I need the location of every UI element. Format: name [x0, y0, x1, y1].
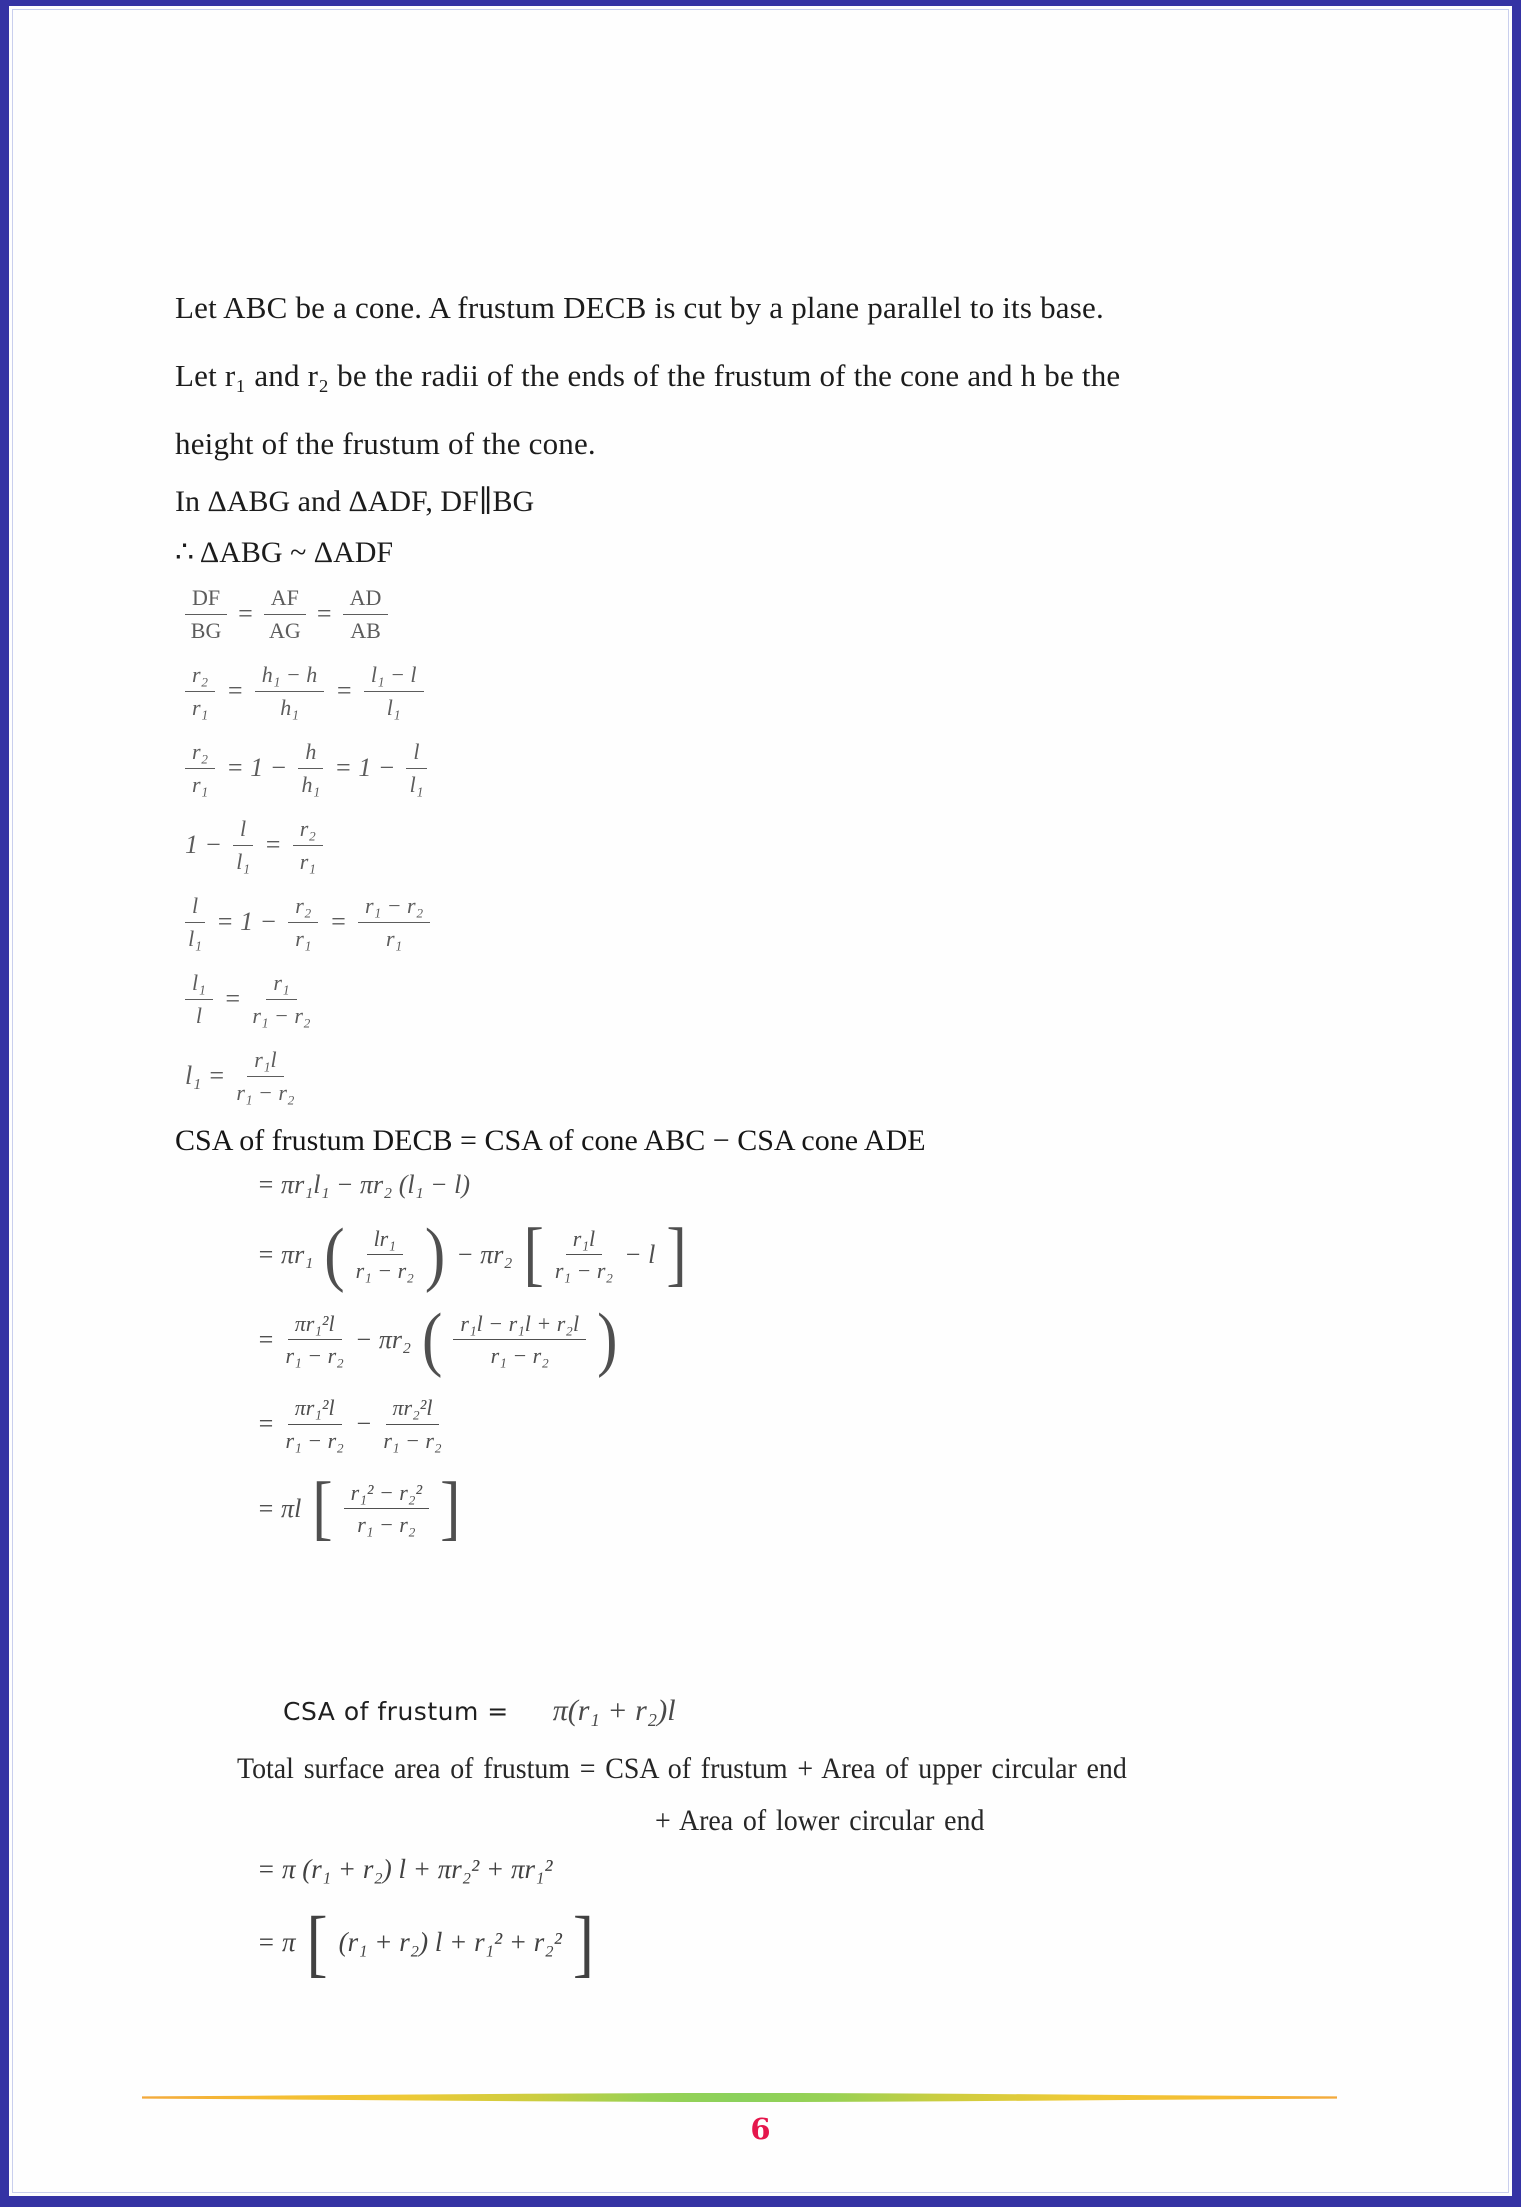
math-text: = πr₁	[257, 1239, 314, 1269]
equation-row	[185, 815, 323, 875]
equation-row	[257, 1214, 687, 1295]
math-fraction: $\frac{\text{r₁}}{\text{r₁ − r₂}}$	[252, 970, 311, 1028]
math-bracket: [	[306, 1900, 328, 1985]
math-text: = πl	[257, 1493, 302, 1523]
math-bracket: [	[523, 1214, 544, 1295]
ratio-derivation-block	[185, 584, 430, 1106]
similarity-conclusion: ∴ ΔABG ~ ΔADF	[175, 536, 394, 569]
equation-row	[185, 738, 427, 798]
math-fraction: $\frac{\text{πr₁²l}}{\text{r₁ − r₂}}$	[285, 1310, 344, 1369]
math-bracket: ]	[440, 1469, 461, 1549]
math-bracket: )	[597, 1300, 618, 1380]
math-text: =	[223, 984, 242, 1013]
math-fraction: $\frac{\text{lr₁}}{\text{r₁ − r₂}}$	[355, 1225, 414, 1284]
math-text: − πr₂	[354, 1324, 412, 1354]
math-bracket: ]	[572, 1900, 594, 1985]
math-text: = π	[257, 1927, 296, 1958]
math-text: = π (r₁ + r₂) l + πr₂² + πr₁²	[257, 1854, 553, 1884]
math-text: =	[226, 676, 244, 705]
footer-decorative-rule	[142, 2093, 1337, 2102]
math-fraction: $\frac{\text{r₁ − r₂}}{\text{r₁}}$	[358, 892, 430, 952]
math-fraction: $\frac{\text{r₂}}{\text{r₁}}$	[293, 815, 323, 875]
math-fraction: $\frac{\text{r₁l}}{\text{r₁ − r₂}}$	[554, 1225, 614, 1284]
math-fraction: $\frac{\text{r₂}}{\text{r₁}}$	[185, 738, 215, 798]
math-bracket: )	[424, 1214, 446, 1295]
math-fraction: $\frac{\text{r₁l}}{\text{r₁ − r₂}}$	[236, 1047, 295, 1105]
math-text: −	[354, 1409, 373, 1439]
page-number: 6	[750, 2112, 771, 2146]
math-fraction: $\frac{\text{πr₁²l}}{\text{r₁ − r₂}}$	[285, 1395, 344, 1453]
math-text: 1 −	[185, 830, 223, 859]
math-fraction: $\frac{\text{r₁l − r₁l + r₂l}}{\text{r₁ − r₂}}$	[453, 1310, 586, 1370]
math-text: =	[238, 599, 253, 628]
math-fraction: $\frac{l}{\text{l₁}}$	[185, 892, 205, 952]
math-text: =	[329, 907, 347, 936]
csa-result-line	[283, 1694, 676, 1728]
intro-paragraph	[175, 274, 1120, 478]
math-bracket: [	[312, 1469, 333, 1549]
math-text: = 1 −	[334, 753, 396, 782]
csa-heading: CSA of frustum DECB = CSA of cone ABC − CSA cone ADE	[175, 1124, 926, 1157]
math-text: =	[316, 599, 332, 628]
csa-result-label: CSA of frustum =	[283, 1696, 509, 1726]
math-text: − πr₂	[456, 1239, 513, 1269]
equation-row	[185, 661, 424, 721]
math-fraction: $\frac{DF}{BG}$	[185, 584, 227, 644]
math-text: = 1 −	[226, 753, 288, 782]
math-fraction: $\frac{\text{r₁² − r₂²}}{\text{r₁ − r₂}}$	[344, 1479, 429, 1539]
math-text: − l	[624, 1239, 656, 1269]
equation-row	[257, 1469, 461, 1549]
equation-row	[185, 969, 311, 1029]
math-text: = πr₁l₁ − πr₂ (l₁ − l)	[257, 1170, 471, 1199]
math-text: = 1 −	[216, 907, 278, 936]
math-text: =	[257, 1324, 275, 1354]
math-fraction: $\frac{AF}{AG}$	[264, 584, 306, 644]
equation-row	[257, 1394, 442, 1454]
equation-row	[257, 1170, 470, 1200]
math-fraction: $\frac{AD}{AB}$	[343, 584, 389, 644]
equation-row	[257, 1300, 618, 1380]
tsa-line-1: Total surface area of frustum = CSA of frustum + Area of upper circular end	[237, 1752, 1127, 1785]
math-text: =	[335, 676, 353, 705]
intro-line-1: Let ABC be a cone. A frustum DECB is cut by a plane parallel to its base.	[175, 290, 1104, 325]
math-text: (r₁ + r₂) l + r₁² + r₂²	[338, 1927, 562, 1958]
math-fraction: $\frac{l}{\text{l₁}}$	[406, 738, 426, 798]
similarity-statement: In ΔABG and ΔADF, DF∥BG	[175, 485, 535, 518]
tsa-equation-1	[257, 1854, 552, 1885]
math-bracket: (	[422, 1300, 443, 1380]
math-fraction: $\frac{\text{πr₂²l}}{\text{r₁ − r₂}}$	[383, 1395, 442, 1453]
tsa-equation-2	[257, 1900, 594, 1985]
math-fraction: $\frac{l}{\text{l₁}}$	[233, 815, 253, 875]
math-fraction: $\frac{\text{l₁}}{l}$	[185, 969, 213, 1029]
math-text: =	[264, 830, 282, 859]
intro-line-3: height of the frustum of the cone.	[175, 426, 596, 461]
csa-result-formula: π(r₁ + r₂)l	[552, 1694, 676, 1727]
math-bracket: ]	[666, 1214, 687, 1295]
math-fraction: $\frac{\text{r₂}}{\text{r₁}}$	[185, 661, 215, 721]
math-fraction: $\frac{\text{l₁ − l}}{\text{l₁}}$	[364, 661, 424, 721]
math-fraction: $\frac{h}{\text{h₁}}$	[298, 738, 323, 798]
math-text: l₁ =	[185, 1061, 226, 1090]
tsa-line-2: + Area of lower circular end	[655, 1804, 985, 1837]
equation-row	[185, 1046, 295, 1106]
math-fraction: $\frac{\text{h₁ − h}}{\text{h₁}}$	[255, 661, 325, 721]
math-fraction: $\frac{\text{r₂}}{\text{r₁}}$	[288, 892, 318, 952]
equation-row	[185, 584, 388, 644]
intro-line-2: Let r₁ and r₂ be the radii of the ends of the frustum of the cone and h be the	[175, 358, 1121, 393]
math-text: =	[257, 1409, 275, 1439]
equation-row	[185, 892, 430, 952]
math-bracket: (	[324, 1214, 345, 1295]
csa-derivation-block	[257, 1170, 687, 1549]
